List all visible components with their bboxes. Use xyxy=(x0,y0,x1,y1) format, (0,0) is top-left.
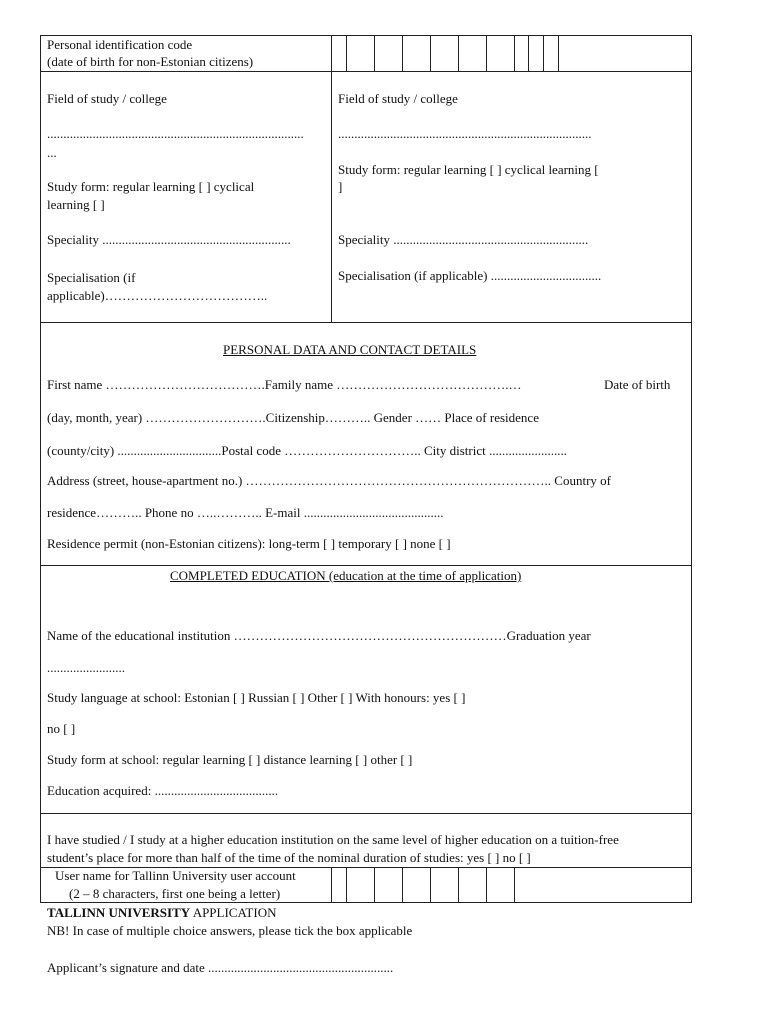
divider-education-section xyxy=(40,813,692,814)
id-code-label: Personal identification code xyxy=(47,37,193,52)
id-box-line xyxy=(543,35,544,72)
id-box-line xyxy=(514,35,515,72)
divider-id-row xyxy=(40,71,692,72)
left-study-form-cont[interactable]: learning [ ] xyxy=(47,197,105,212)
id-box-line xyxy=(374,35,375,72)
username-label: User name for Tallinn University user account xyxy=(55,868,296,883)
institution-line[interactable]: Name of the educational institution ………………………………………………………Graduation year xyxy=(47,628,591,643)
left-speciality-field[interactable]: Speciality .......................................................... xyxy=(47,232,291,247)
username-box-line xyxy=(514,867,515,903)
right-field-of-study-label: Field of study / college xyxy=(338,91,458,106)
username-box-line xyxy=(486,867,487,903)
tuition-statement: I have studied / I study at a higher education institution on the same level of higher education on a tuition-free xyxy=(47,832,619,847)
left-specialisation-label: Specialisation (if xyxy=(47,270,136,285)
id-box-line xyxy=(558,35,559,72)
id-box-line xyxy=(458,35,459,72)
username-box-line xyxy=(346,867,347,903)
date-of-birth-label: Date of birth xyxy=(604,377,671,392)
username-box-line xyxy=(331,867,332,903)
education-acquired-field[interactable]: Education acquired: ...................................... xyxy=(47,783,279,798)
personal-data-heading: PERSONAL DATA AND CONTACT DETAILS xyxy=(223,342,477,357)
application-word: APPLICATION xyxy=(190,905,277,920)
id-box-line xyxy=(528,35,529,72)
divider-study-column xyxy=(331,35,332,323)
right-field-of-study-input[interactable]: .............................................................................. xyxy=(338,126,592,141)
right-study-form[interactable]: Study form: regular learning [ ] cyclical learning [ xyxy=(338,162,599,177)
id-box-line xyxy=(430,35,431,72)
residence-permit-line[interactable]: Residence permit (non-Estonian citizens): long-term [ ] temporary [ ] none [ ] xyxy=(47,536,451,551)
right-specialisation-field[interactable]: Specialisation (if applicable) .................................. xyxy=(338,268,602,283)
username-sublabel: (2 – 8 characters, first one being a letter) xyxy=(69,886,281,901)
study-form-school-line[interactable]: Study form at school: regular learning [ ] distance learning [ ] other [ ] xyxy=(47,752,413,767)
tuition-choice-line[interactable]: student’s place for more than half of the time of the nominal duration of studies: yes [ ] no [ ] xyxy=(47,850,531,865)
postal-line[interactable]: (county/city) ................................Postal code ………………………….. City district ........................ xyxy=(47,443,567,458)
application-title xyxy=(47,905,276,921)
left-field-of-study-label: Field of study / college xyxy=(47,91,167,106)
university-name: TALLINN UNIVERSITY xyxy=(47,905,191,920)
left-specialisation-field[interactable]: applicable)……………………………….. xyxy=(47,288,268,303)
name-fields-line[interactable]: First name ……………………………….Family name ………………………………….… xyxy=(47,377,522,392)
username-box-line xyxy=(430,867,431,903)
signature-field[interactable]: Applicant’s signature and date ......................................................... xyxy=(47,960,394,975)
left-field-of-study-input-cont: ... xyxy=(47,145,57,160)
divider-study-section xyxy=(40,322,692,323)
address-line[interactable]: Address (street, house-apartment no.) …………………………………………………………….. Country of xyxy=(47,473,611,488)
right-study-form-cont[interactable]: ] xyxy=(338,179,343,194)
id-box-line xyxy=(402,35,403,72)
username-box-line xyxy=(374,867,375,903)
multiple-choice-note: NB! In case of multiple choice answers, please tick the box applicable xyxy=(47,923,413,938)
education-heading: COMPLETED EDUCATION (education at the time of application) xyxy=(170,568,522,583)
username-box-line xyxy=(402,867,403,903)
birth-citizenship-line[interactable]: (day, month, year) ……………………….Citizenship……….. Gender …… Place of residence xyxy=(47,410,539,425)
id-code-sublabel: (date of birth for non-Estonian citizens) xyxy=(47,54,254,69)
right-speciality-field[interactable]: Speciality ............................................................ xyxy=(338,232,589,247)
left-field-of-study-input[interactable]: ............................................................................... xyxy=(47,126,304,141)
graduation-year-field[interactable]: ........................ xyxy=(47,660,125,675)
study-language-line[interactable]: Study language at school: Estonian [ ] Russian [ ] Other [ ] With honours: yes [ ] xyxy=(47,690,466,705)
contact-line[interactable]: residence……….. Phone no …..……….. E-mail ........................................... xyxy=(47,505,444,520)
honours-no-line[interactable]: no [ ] xyxy=(47,721,76,736)
username-box-line xyxy=(458,867,459,903)
id-box-line xyxy=(486,35,487,72)
left-study-form[interactable]: Study form: regular learning [ ] cyclical xyxy=(47,179,255,194)
id-box-line xyxy=(346,35,347,72)
divider-personal-section xyxy=(40,565,692,566)
